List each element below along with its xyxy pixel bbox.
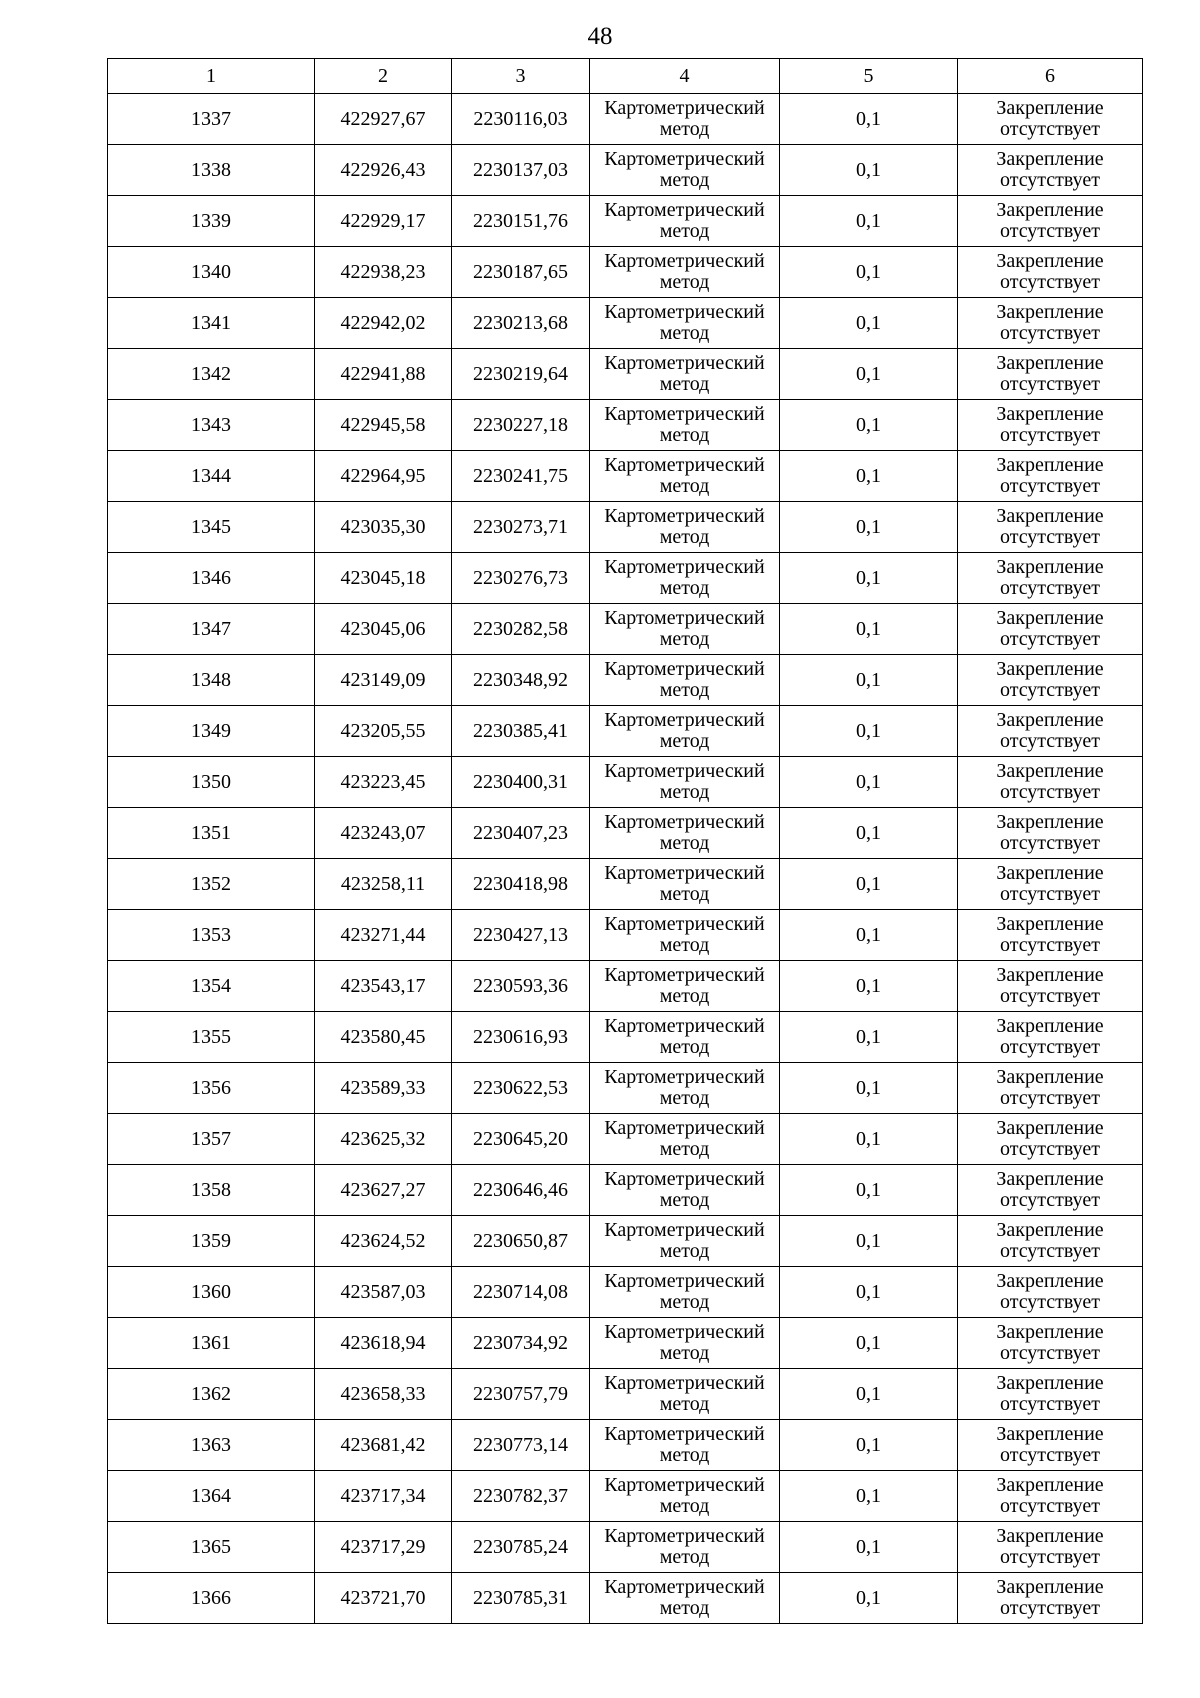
point-number-cell: 1347 bbox=[108, 604, 315, 655]
point-number-cell: 1362 bbox=[108, 1369, 315, 1420]
y-coordinate-cell: 2230645,20 bbox=[452, 1114, 590, 1165]
point-number-cell: 1346 bbox=[108, 553, 315, 604]
column-header-1: 1 bbox=[108, 59, 315, 94]
fixing-cell: Закрепление отсутствует bbox=[958, 1369, 1143, 1420]
point-number-cell: 1357 bbox=[108, 1114, 315, 1165]
x-coordinate-cell: 422942,02 bbox=[315, 298, 452, 349]
accuracy-cell: 0,1 bbox=[780, 349, 958, 400]
table-row bbox=[108, 604, 1143, 655]
point-number-cell: 1345 bbox=[108, 502, 315, 553]
point-number-cell: 1358 bbox=[108, 1165, 315, 1216]
x-coordinate-cell: 423543,17 bbox=[315, 961, 452, 1012]
table-row bbox=[108, 1369, 1143, 1420]
table-row bbox=[108, 655, 1143, 706]
method-cell: Картометрический метод bbox=[590, 247, 780, 298]
point-number-cell: 1344 bbox=[108, 451, 315, 502]
point-number-cell: 1341 bbox=[108, 298, 315, 349]
y-coordinate-cell: 2230785,31 bbox=[452, 1573, 590, 1624]
table-row bbox=[108, 1114, 1143, 1165]
method-cell: Картометрический метод bbox=[590, 859, 780, 910]
method-cell: Картометрический метод bbox=[590, 451, 780, 502]
accuracy-cell: 0,1 bbox=[780, 94, 958, 145]
x-coordinate-cell: 423721,70 bbox=[315, 1573, 452, 1624]
x-coordinate-cell: 423580,45 bbox=[315, 1012, 452, 1063]
fixing-cell: Закрепление отсутствует bbox=[958, 961, 1143, 1012]
accuracy-cell: 0,1 bbox=[780, 1012, 958, 1063]
accuracy-cell: 0,1 bbox=[780, 655, 958, 706]
x-coordinate-cell: 423627,27 bbox=[315, 1165, 452, 1216]
point-number-cell: 1348 bbox=[108, 655, 315, 706]
fixing-cell: Закрепление отсутствует bbox=[958, 859, 1143, 910]
fixing-cell: Закрепление отсутствует bbox=[958, 1012, 1143, 1063]
accuracy-cell: 0,1 bbox=[780, 706, 958, 757]
method-cell: Картометрический метод bbox=[590, 94, 780, 145]
method-cell: Картометрический метод bbox=[590, 961, 780, 1012]
y-coordinate-cell: 2230646,46 bbox=[452, 1165, 590, 1216]
table-row bbox=[108, 1471, 1143, 1522]
column-header-2: 2 bbox=[315, 59, 452, 94]
accuracy-cell: 0,1 bbox=[780, 1369, 958, 1420]
y-coordinate-cell: 2230116,03 bbox=[452, 94, 590, 145]
y-coordinate-cell: 2230427,13 bbox=[452, 910, 590, 961]
x-coordinate-cell: 423587,03 bbox=[315, 1267, 452, 1318]
accuracy-cell: 0,1 bbox=[780, 859, 958, 910]
x-coordinate-cell: 423271,44 bbox=[315, 910, 452, 961]
column-header-6: 6 bbox=[958, 59, 1143, 94]
x-coordinate-cell: 422941,88 bbox=[315, 349, 452, 400]
method-cell: Картометрический метод bbox=[590, 1318, 780, 1369]
x-coordinate-cell: 423624,52 bbox=[315, 1216, 452, 1267]
table-row bbox=[108, 1318, 1143, 1369]
table-row bbox=[108, 1420, 1143, 1471]
accuracy-cell: 0,1 bbox=[780, 1318, 958, 1369]
x-coordinate-cell: 422929,17 bbox=[315, 196, 452, 247]
x-coordinate-cell: 423223,45 bbox=[315, 757, 452, 808]
accuracy-cell: 0,1 bbox=[780, 808, 958, 859]
table-row bbox=[108, 1012, 1143, 1063]
method-cell: Картометрический метод bbox=[590, 808, 780, 859]
method-cell: Картометрический метод bbox=[590, 502, 780, 553]
fixing-cell: Закрепление отсутствует bbox=[958, 349, 1143, 400]
x-coordinate-cell: 423717,29 bbox=[315, 1522, 452, 1573]
fixing-cell: Закрепление отсутствует bbox=[958, 1471, 1143, 1522]
table-row bbox=[108, 145, 1143, 196]
point-number-cell: 1342 bbox=[108, 349, 315, 400]
fixing-cell: Закрепление отсутствует bbox=[958, 757, 1143, 808]
point-number-cell: 1338 bbox=[108, 145, 315, 196]
method-cell: Картометрический метод bbox=[590, 1216, 780, 1267]
fixing-cell: Закрепление отсутствует bbox=[958, 94, 1143, 145]
method-cell: Картометрический метод bbox=[590, 1420, 780, 1471]
fixing-cell: Закрепление отсутствует bbox=[958, 1063, 1143, 1114]
point-number-cell: 1365 bbox=[108, 1522, 315, 1573]
x-coordinate-cell: 423258,11 bbox=[315, 859, 452, 910]
table-row bbox=[108, 706, 1143, 757]
fixing-cell: Закрепление отсутствует bbox=[958, 451, 1143, 502]
x-coordinate-cell: 423717,34 bbox=[315, 1471, 452, 1522]
point-number-cell: 1349 bbox=[108, 706, 315, 757]
fixing-cell: Закрепление отсутствует bbox=[958, 808, 1143, 859]
x-coordinate-cell: 423035,30 bbox=[315, 502, 452, 553]
table-row bbox=[108, 1216, 1143, 1267]
method-cell: Картометрический метод bbox=[590, 706, 780, 757]
point-number-cell: 1350 bbox=[108, 757, 315, 808]
x-coordinate-cell: 423149,09 bbox=[315, 655, 452, 706]
x-coordinate-cell: 423243,07 bbox=[315, 808, 452, 859]
fixing-cell: Закрепление отсутствует bbox=[958, 1573, 1143, 1624]
point-number-cell: 1340 bbox=[108, 247, 315, 298]
y-coordinate-cell: 2230650,87 bbox=[452, 1216, 590, 1267]
point-number-cell: 1351 bbox=[108, 808, 315, 859]
table-row bbox=[108, 1267, 1143, 1318]
method-cell: Картометрический метод bbox=[590, 1165, 780, 1216]
y-coordinate-cell: 2230219,64 bbox=[452, 349, 590, 400]
y-coordinate-cell: 2230187,65 bbox=[452, 247, 590, 298]
point-number-cell: 1343 bbox=[108, 400, 315, 451]
table-row bbox=[108, 1063, 1143, 1114]
y-coordinate-cell: 2230782,37 bbox=[452, 1471, 590, 1522]
table-row bbox=[108, 757, 1143, 808]
point-number-cell: 1359 bbox=[108, 1216, 315, 1267]
x-coordinate-cell: 422945,58 bbox=[315, 400, 452, 451]
y-coordinate-cell: 2230622,53 bbox=[452, 1063, 590, 1114]
page-number: 48 bbox=[587, 23, 613, 50]
fixing-cell: Закрепление отсутствует bbox=[958, 1267, 1143, 1318]
fixing-cell: Закрепление отсутствует bbox=[958, 1216, 1143, 1267]
table-row bbox=[108, 94, 1143, 145]
x-coordinate-cell: 423681,42 bbox=[315, 1420, 452, 1471]
accuracy-cell: 0,1 bbox=[780, 604, 958, 655]
accuracy-cell: 0,1 bbox=[780, 1471, 958, 1522]
method-cell: Картометрический метод bbox=[590, 349, 780, 400]
fixing-cell: Закрепление отсутствует bbox=[958, 1420, 1143, 1471]
y-coordinate-cell: 2230348,92 bbox=[452, 655, 590, 706]
method-cell: Картометрический метод bbox=[590, 553, 780, 604]
point-number-cell: 1337 bbox=[108, 94, 315, 145]
point-number-cell: 1356 bbox=[108, 1063, 315, 1114]
table-row bbox=[108, 961, 1143, 1012]
point-number-cell: 1366 bbox=[108, 1573, 315, 1624]
y-coordinate-cell: 2230773,14 bbox=[452, 1420, 590, 1471]
accuracy-cell: 0,1 bbox=[780, 298, 958, 349]
table-row bbox=[108, 400, 1143, 451]
column-header-3: 3 bbox=[452, 59, 590, 94]
accuracy-cell: 0,1 bbox=[780, 502, 958, 553]
method-cell: Картометрический метод bbox=[590, 1573, 780, 1624]
fixing-cell: Закрепление отсутствует bbox=[958, 196, 1143, 247]
y-coordinate-cell: 2230137,03 bbox=[452, 145, 590, 196]
fixing-cell: Закрепление отсутствует bbox=[958, 1318, 1143, 1369]
accuracy-cell: 0,1 bbox=[780, 961, 958, 1012]
x-coordinate-cell: 422927,67 bbox=[315, 94, 452, 145]
x-coordinate-cell: 422938,23 bbox=[315, 247, 452, 298]
table-row bbox=[108, 808, 1143, 859]
method-cell: Картометрический метод bbox=[590, 145, 780, 196]
point-number-cell: 1355 bbox=[108, 1012, 315, 1063]
y-coordinate-cell: 2230616,93 bbox=[452, 1012, 590, 1063]
accuracy-cell: 0,1 bbox=[780, 247, 958, 298]
y-coordinate-cell: 2230714,08 bbox=[452, 1267, 590, 1318]
y-coordinate-cell: 2230385,41 bbox=[452, 706, 590, 757]
method-cell: Картометрический метод bbox=[590, 1522, 780, 1573]
y-coordinate-cell: 2230276,73 bbox=[452, 553, 590, 604]
method-cell: Картометрический метод bbox=[590, 1063, 780, 1114]
x-coordinate-cell: 423045,18 bbox=[315, 553, 452, 604]
fixing-cell: Закрепление отсутствует bbox=[958, 910, 1143, 961]
y-coordinate-cell: 2230407,23 bbox=[452, 808, 590, 859]
accuracy-cell: 0,1 bbox=[780, 553, 958, 604]
method-cell: Картометрический метод bbox=[590, 604, 780, 655]
accuracy-cell: 0,1 bbox=[780, 1216, 958, 1267]
fixing-cell: Закрепление отсутствует bbox=[958, 655, 1143, 706]
y-coordinate-cell: 2230593,36 bbox=[452, 961, 590, 1012]
point-number-cell: 1360 bbox=[108, 1267, 315, 1318]
y-coordinate-cell: 2230213,68 bbox=[452, 298, 590, 349]
table-row bbox=[108, 451, 1143, 502]
fixing-cell: Закрепление отсутствует bbox=[958, 604, 1143, 655]
accuracy-cell: 0,1 bbox=[780, 910, 958, 961]
y-coordinate-cell: 2230282,58 bbox=[452, 604, 590, 655]
accuracy-cell: 0,1 bbox=[780, 1522, 958, 1573]
fixing-cell: Закрепление отсутствует bbox=[958, 553, 1143, 604]
x-coordinate-cell: 423205,55 bbox=[315, 706, 452, 757]
table-row bbox=[108, 553, 1143, 604]
x-coordinate-cell: 422926,43 bbox=[315, 145, 452, 196]
method-cell: Картометрический метод bbox=[590, 298, 780, 349]
accuracy-cell: 0,1 bbox=[780, 196, 958, 247]
point-number-cell: 1354 bbox=[108, 961, 315, 1012]
fixing-cell: Закрепление отсутствует bbox=[958, 1114, 1143, 1165]
y-coordinate-cell: 2230400,31 bbox=[452, 757, 590, 808]
accuracy-cell: 0,1 bbox=[780, 1063, 958, 1114]
method-cell: Картометрический метод bbox=[590, 910, 780, 961]
method-cell: Картометрический метод bbox=[590, 1114, 780, 1165]
table-row bbox=[108, 502, 1143, 553]
fixing-cell: Закрепление отсутствует bbox=[958, 1165, 1143, 1216]
y-coordinate-cell: 2230734,92 bbox=[452, 1318, 590, 1369]
fixing-cell: Закрепление отсутствует bbox=[958, 145, 1143, 196]
fixing-cell: Закрепление отсутствует bbox=[958, 706, 1143, 757]
table-row bbox=[108, 196, 1143, 247]
accuracy-cell: 0,1 bbox=[780, 1165, 958, 1216]
table-row bbox=[108, 910, 1143, 961]
table-row bbox=[108, 1165, 1143, 1216]
method-cell: Картометрический метод bbox=[590, 1471, 780, 1522]
method-cell: Картометрический метод bbox=[590, 1012, 780, 1063]
accuracy-cell: 0,1 bbox=[780, 1420, 958, 1471]
table-row bbox=[108, 1522, 1143, 1573]
y-coordinate-cell: 2230757,79 bbox=[452, 1369, 590, 1420]
table-row bbox=[108, 349, 1143, 400]
x-coordinate-cell: 423618,94 bbox=[315, 1318, 452, 1369]
y-coordinate-cell: 2230273,71 bbox=[452, 502, 590, 553]
y-coordinate-cell: 2230151,76 bbox=[452, 196, 590, 247]
table-row bbox=[108, 298, 1143, 349]
coordinates-table bbox=[107, 58, 1143, 1624]
fixing-cell: Закрепление отсутствует bbox=[958, 502, 1143, 553]
method-cell: Картометрический метод bbox=[590, 196, 780, 247]
method-cell: Картометрический метод bbox=[590, 757, 780, 808]
y-coordinate-cell: 2230227,18 bbox=[452, 400, 590, 451]
point-number-cell: 1352 bbox=[108, 859, 315, 910]
table-row bbox=[108, 1573, 1143, 1624]
method-cell: Картометрический метод bbox=[590, 1369, 780, 1420]
method-cell: Картометрический метод bbox=[590, 400, 780, 451]
y-coordinate-cell: 2230785,24 bbox=[452, 1522, 590, 1573]
column-header-5: 5 bbox=[780, 59, 958, 94]
point-number-cell: 1339 bbox=[108, 196, 315, 247]
accuracy-cell: 0,1 bbox=[780, 1573, 958, 1624]
accuracy-cell: 0,1 bbox=[780, 451, 958, 502]
y-coordinate-cell: 2230241,75 bbox=[452, 451, 590, 502]
accuracy-cell: 0,1 bbox=[780, 400, 958, 451]
accuracy-cell: 0,1 bbox=[780, 1114, 958, 1165]
x-coordinate-cell: 423625,32 bbox=[315, 1114, 452, 1165]
accuracy-cell: 0,1 bbox=[780, 1267, 958, 1318]
point-number-cell: 1361 bbox=[108, 1318, 315, 1369]
fixing-cell: Закрепление отсутствует bbox=[958, 1522, 1143, 1573]
point-number-cell: 1364 bbox=[108, 1471, 315, 1522]
y-coordinate-cell: 2230418,98 bbox=[452, 859, 590, 910]
accuracy-cell: 0,1 bbox=[780, 145, 958, 196]
fixing-cell: Закрепление отсутствует bbox=[958, 247, 1143, 298]
accuracy-cell: 0,1 bbox=[780, 757, 958, 808]
method-cell: Картометрический метод bbox=[590, 1267, 780, 1318]
x-coordinate-cell: 423658,33 bbox=[315, 1369, 452, 1420]
fixing-cell: Закрепление отсутствует bbox=[958, 298, 1143, 349]
x-coordinate-cell: 423045,06 bbox=[315, 604, 452, 655]
x-coordinate-cell: 422964,95 bbox=[315, 451, 452, 502]
table-header-row bbox=[108, 59, 1143, 94]
point-number-cell: 1353 bbox=[108, 910, 315, 961]
fixing-cell: Закрепление отсутствует bbox=[958, 400, 1143, 451]
table-row bbox=[108, 247, 1143, 298]
table-body bbox=[108, 94, 1143, 1624]
method-cell: Картометрический метод bbox=[590, 655, 780, 706]
column-header-4: 4 bbox=[590, 59, 780, 94]
point-number-cell: 1363 bbox=[108, 1420, 315, 1471]
table-row bbox=[108, 859, 1143, 910]
x-coordinate-cell: 423589,33 bbox=[315, 1063, 452, 1114]
